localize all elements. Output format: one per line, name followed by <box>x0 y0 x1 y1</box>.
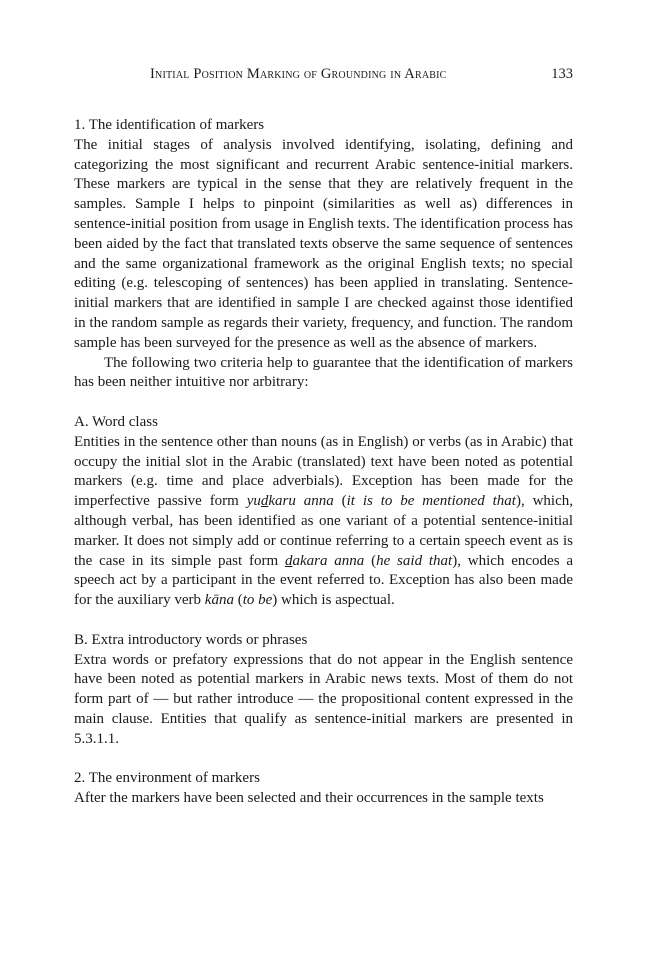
text-run: ), which encodes a speech act by a participant in the event referred to. Exception has also been made for the auxiliary verb <box>74 552 574 609</box>
arabic-term-yudkaru <box>247 493 334 509</box>
gloss-to-be: to be <box>242 592 273 609</box>
arabic-term-kana: kāna <box>204 592 234 609</box>
paragraph-extra-words: Extra words or prefatory expressions that do not appear in the English sentence have been noted as potential markers in Arabic news texts. Most of them do not form part of — but rather introduce — the propositional content expressed in the main clause. Entities that qualify as sentence-initial markers are presented in 5.3.1.1. <box>74 651 573 747</box>
paragraph-identification: The initial stages of analysis involved identifying, isolating, defining and categorizing the most significant and recurrent Arabic sentence-initial markers. These markers are typical in the sense that they are relatively frequent in the samples. Sample I helps to pinpoint (similarities as well as) differences in sentence-initial position from usage in English texts. The identification process has been aided by the fact that translated texts observe the same sequence of sentences and the same organizational framework as the original English texts; no special editing (e.g. telescoping of sentences) has been applied in translating. Sentence-initial markers that are identified in sample I are checked against those identified in the random sample as regards their variety, frequency, and function. The random sample has been surveyed for the presence as well as the absence of markers. <box>74 136 573 351</box>
running-head: Initial Position Marking of Grounding in Arabic <box>150 66 447 82</box>
term-part: akara anna <box>292 552 365 569</box>
text-run: ) which is aspectual. <box>272 592 395 609</box>
text-run: ( <box>333 493 347 510</box>
arabic-term-dakara <box>285 553 364 569</box>
paragraph-criteria-intro: The following two criteria help to guarantee that the identification of markers has been neither intuitive nor arbitrary: <box>74 354 573 391</box>
spacer <box>74 393 573 413</box>
paragraph-word-class <box>74 433 573 611</box>
paragraph-environment: After the markers have been selected and their occurrences in the sample texts <box>74 790 544 807</box>
gloss-he-said-that: he said that <box>376 552 453 569</box>
term-part: karu anna <box>268 493 334 510</box>
spacer <box>74 611 573 631</box>
gloss-it-is-to-be-mentioned: it is to be mentioned that <box>346 493 516 510</box>
spacer <box>74 750 573 770</box>
page-body <box>74 116 573 809</box>
section-heading-extra-words: B. Extra introductory words or phrases <box>74 631 308 648</box>
text-run: ( <box>233 592 243 609</box>
section-heading-identification: 1. The identification of markers <box>74 117 265 133</box>
section-heading-environment: 2. The environment of markers <box>74 770 260 787</box>
term-part-underlined: d <box>260 493 269 510</box>
text-run: ( <box>364 552 377 569</box>
term-part-underlined: d <box>284 552 293 569</box>
page-header <box>74 66 573 86</box>
text-run: ), which, although verbal, has been identified as one variant of a potential sentence-initial marker. It does not simply add or continue referring to a certain speech event as is the case in its simple past form <box>74 493 574 569</box>
page-number: 133 <box>551 66 573 82</box>
text-run: Entities in the sentence other than nouns (as in English) or verbs (as in Arabic) that occupy the initial slot in the Arabic (translated) text have been noted as potential markers (e.g. time and place adverbials). Exception has been made for the imperfective passive form <box>74 433 573 510</box>
section-heading-word-class: A. Word class <box>74 413 158 430</box>
term-part: yu <box>246 493 261 510</box>
